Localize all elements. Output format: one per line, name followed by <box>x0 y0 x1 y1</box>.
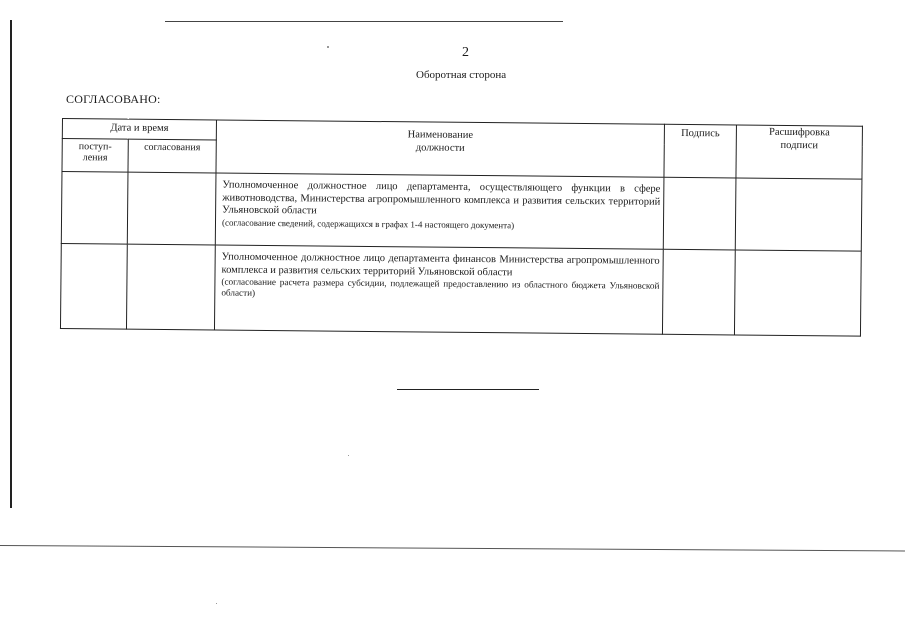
cell-position <box>215 173 664 249</box>
approval-table-wrapper <box>60 118 862 337</box>
page-number: 2 <box>462 45 469 60</box>
end-rule <box>397 389 539 390</box>
header-date-time: Дата и время <box>62 119 216 140</box>
scan-speck <box>327 46 329 48</box>
approval-table <box>60 118 863 337</box>
reverse-side-title: Оборотная сторона <box>416 69 507 81</box>
cell-received <box>61 172 128 245</box>
scan-speck <box>348 455 349 456</box>
position-note: (согласование расчета размера субсидии, подлежащей предоставлению из областного бюджета Ульяновской области) <box>221 276 660 298</box>
position-title: Уполномоченное должностное лицо департамента финансов Министерства агропромышленного комплекса и развития сельских территорий Ульяновской области <box>221 251 660 278</box>
cell-approval <box>127 172 216 245</box>
header-approval: согласования <box>128 139 216 173</box>
cell-signature-decoding <box>734 250 861 336</box>
scan-bottom-edge <box>0 545 905 552</box>
table-row <box>61 172 862 252</box>
header-received: поступ- ления <box>62 139 128 173</box>
header-signature-decoding: Расшифровка подписи <box>736 125 863 179</box>
header-signature: Подпись <box>664 124 737 178</box>
cell-received <box>60 243 127 329</box>
position-title: Уполномоченное должностное лицо департамента, осуществляющего функции в сфере животноводства, Министерства агропромышленного комплекса и развития сельских территорий Ульяновской области <box>222 179 661 217</box>
scan-left-edge <box>10 20 12 508</box>
cell-approval <box>126 244 215 330</box>
cell-position <box>214 245 663 334</box>
approved-label: СОГЛАСОВАНО: <box>66 92 161 106</box>
header-position: Наименование должности <box>216 120 664 177</box>
cell-signature-decoding <box>735 178 862 251</box>
header-rule <box>165 21 563 22</box>
position-note: (согласование сведений, содержащихся в графах 1-4 настоящего документа) <box>221 217 515 230</box>
cell-signature <box>662 249 735 335</box>
scan-speck <box>216 603 217 604</box>
cell-signature <box>663 177 736 250</box>
table-row <box>60 243 861 336</box>
